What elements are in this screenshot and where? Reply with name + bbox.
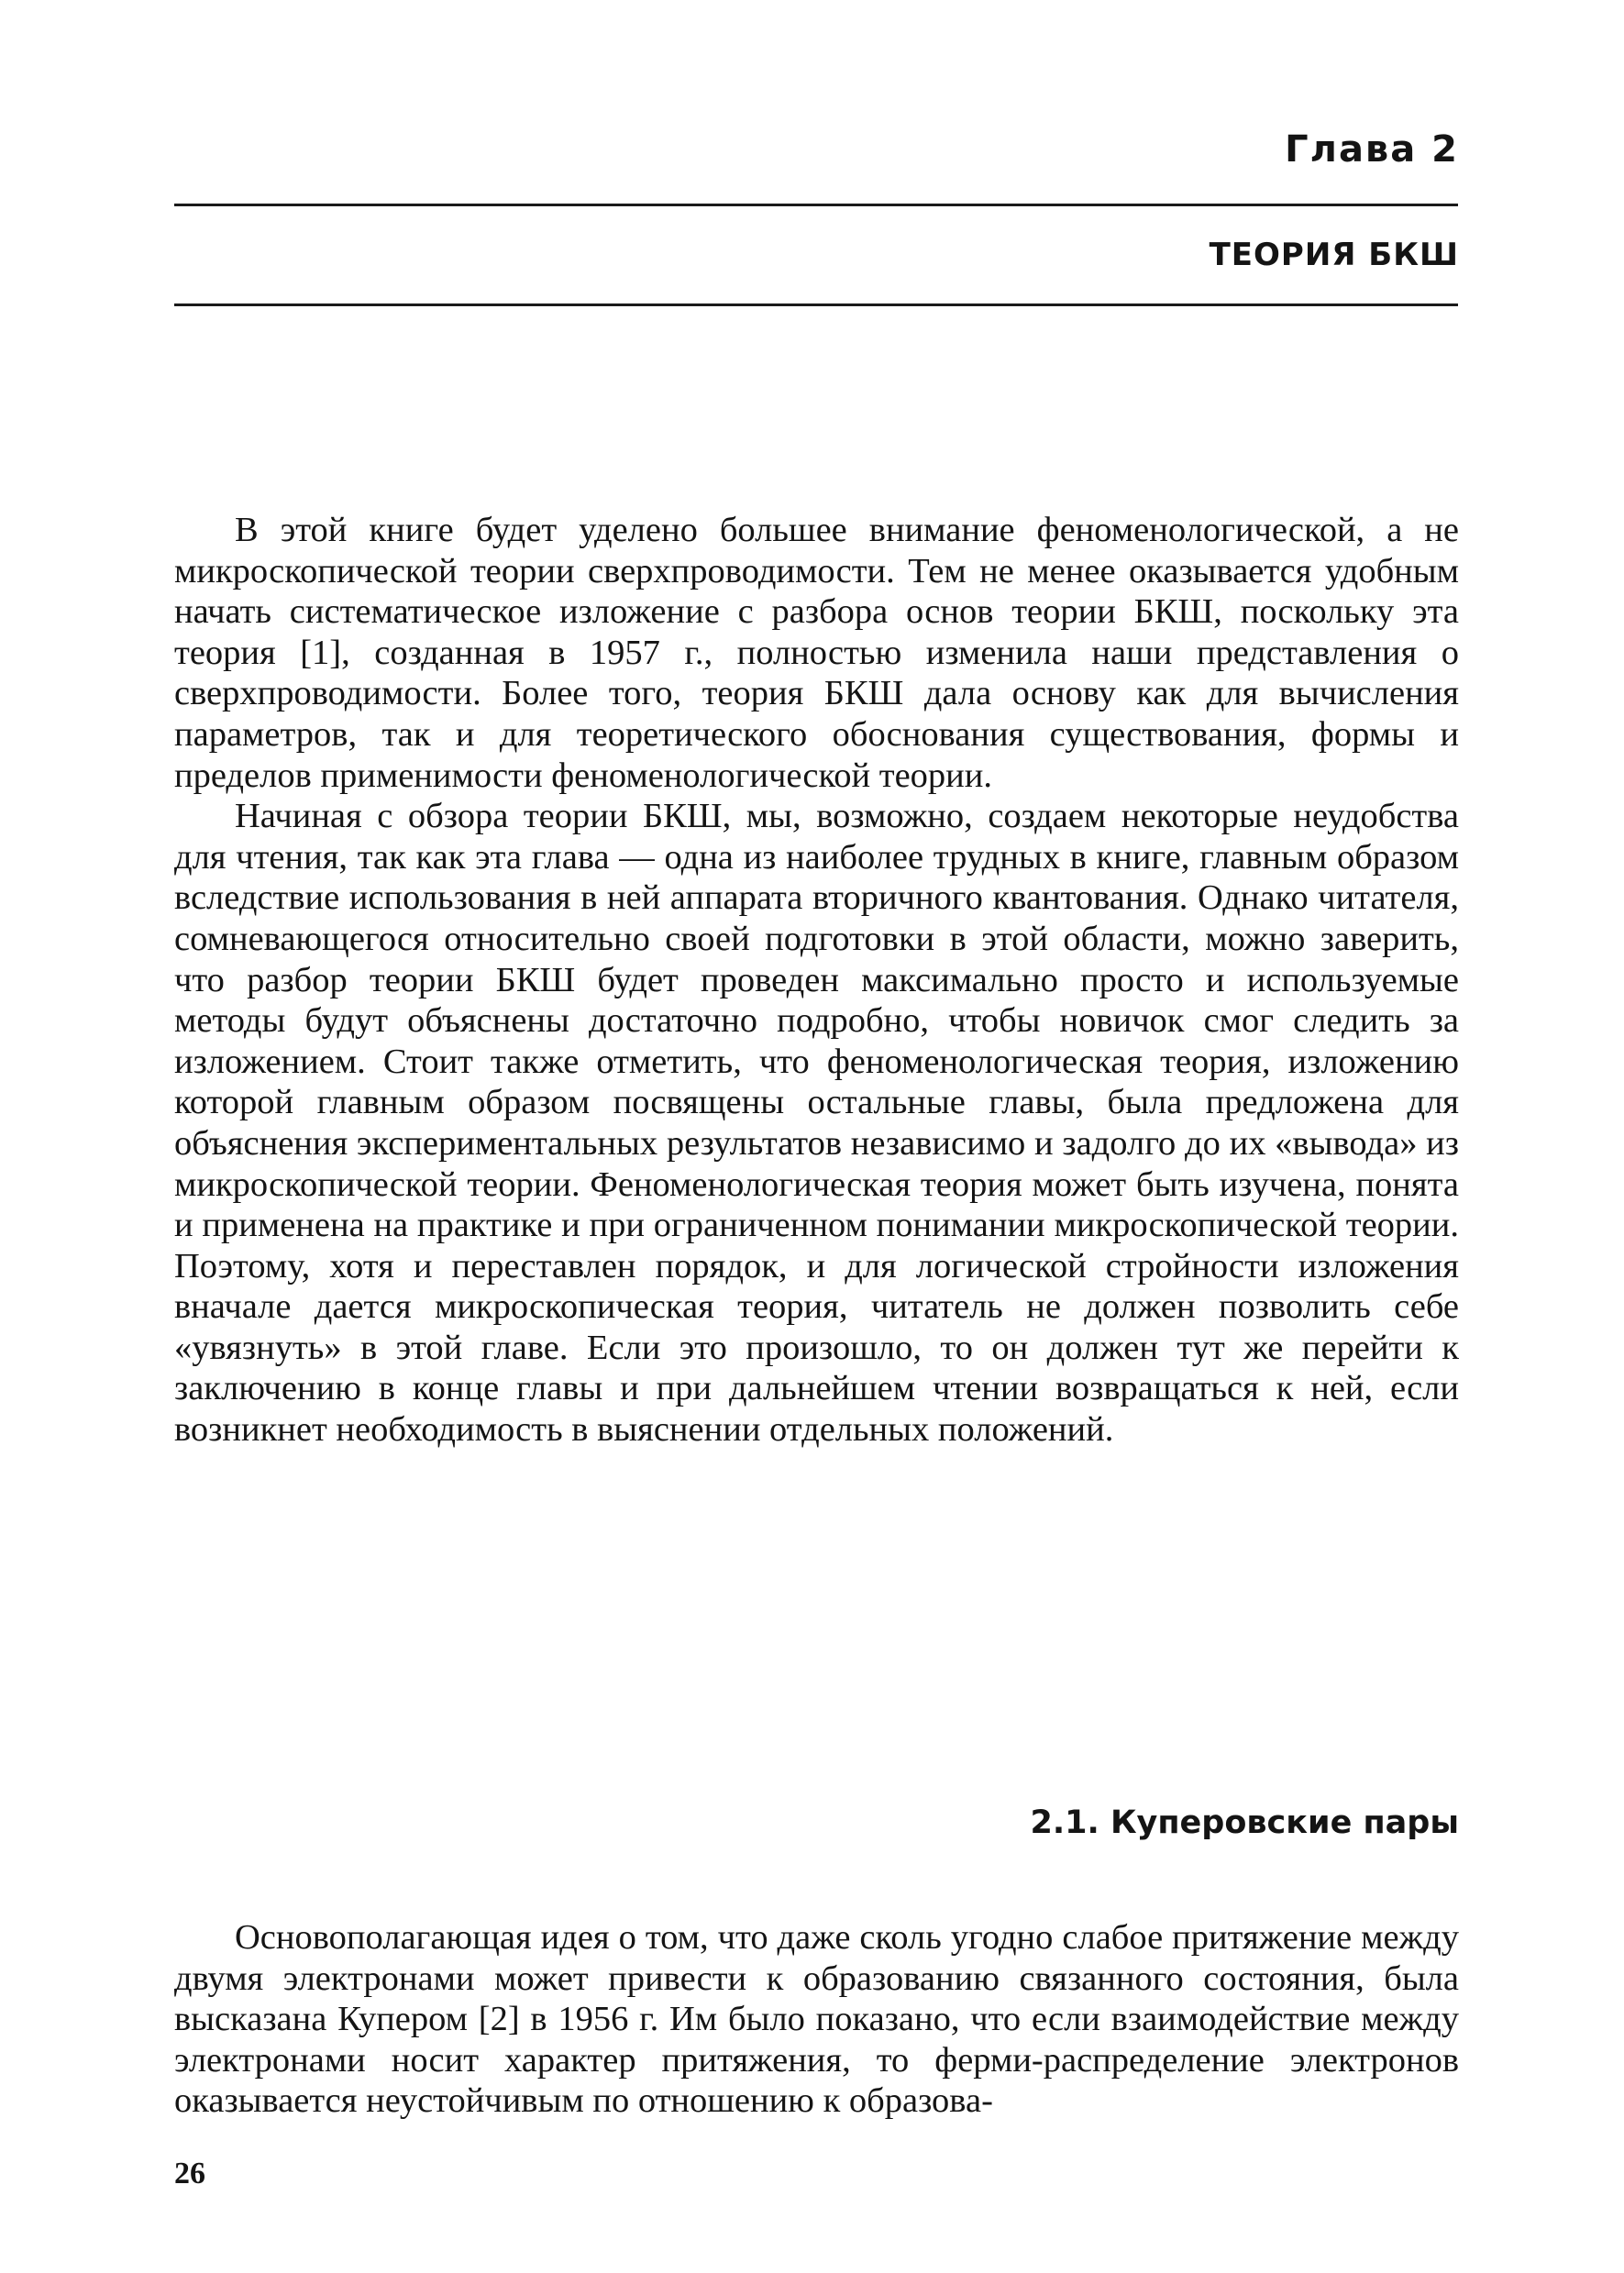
intro-paragraph: В этой книге будет уделено большее внимание феноменологической, а не микроскопической теории сверхпроводимости. Тем не менее оказывается удобным начать систематическое изложение с разбора основ теории БКШ, поскольку эта теория [1], созданная в 1957 г., полностью изменила наши представления о сверхпроводимости. Более того, теория БКШ дала основу как для вычисления параметров, так и для теоретического обоснования существования, формы и пределов применимости феноменологической теории.: [174, 511, 1459, 795]
section-paragraph: Основополагающая идея о том, что даже сколь угодно слабое притяжение между двумя электронами может привести к образованию связанного состояния, была высказана Купером [2] в 1956 г. Им было показано, что если взаимодействие между электронами носит характер притяжения, то ферми-распределение электронов оказывается неустойчивым по отношению к образова-: [174, 1918, 1459, 2121]
intro-paragraph: Начиная с обзора теории БКШ, мы, возможно, создаем некоторые неудобства для чтения, так как эта глава — одна из наиболее трудных в книге, главным образом вследствие использования в ней аппарата вторичного квантования. Однако читателя, сомневающегося относительно своей подготовки в этой области, можно заверить, что разбор теории БКШ будет проведен максимально просто и используемые методы будут объяснены достаточно подробно, чтобы новичок смог следить за изложением. Стоит также отметить, что феноменологическая теория, изложению которой главным образом посвящены остальные главы, была предложена для объяснения экспериментальных результатов независимо и задолго до их «вывода» из микроскопической теории. Феноменологическая теория может быть изучена, понята и применена на практике и при ограниченном понимании микроскопической теории. Поэтому, хотя и переставлен порядок, и для логической стройности изложения вначале дается микроскопическая теория, читатель не должен позволить себе «увязнуть» в этой главе. Если это произошло, то он должен тут же перейти к заключению в конце главы и при дальнейшем чтении возвращаться к ней, если возникнет необходимость в выяснении отдельных положений.: [174, 797, 1459, 1450]
header-bottom-rule: [174, 303, 1458, 306]
page-number: 26: [174, 2157, 205, 2190]
section-heading: 2.1. Куперовские пары: [1030, 1804, 1459, 1841]
header-top-rule: [174, 204, 1458, 206]
intro-text: [174, 510, 1459, 1451]
chapter-label: Глава 2: [1285, 128, 1459, 171]
chapter-title: ТЕОРИЯ БКШ: [1209, 237, 1459, 273]
section-text: [174, 1917, 1459, 2122]
